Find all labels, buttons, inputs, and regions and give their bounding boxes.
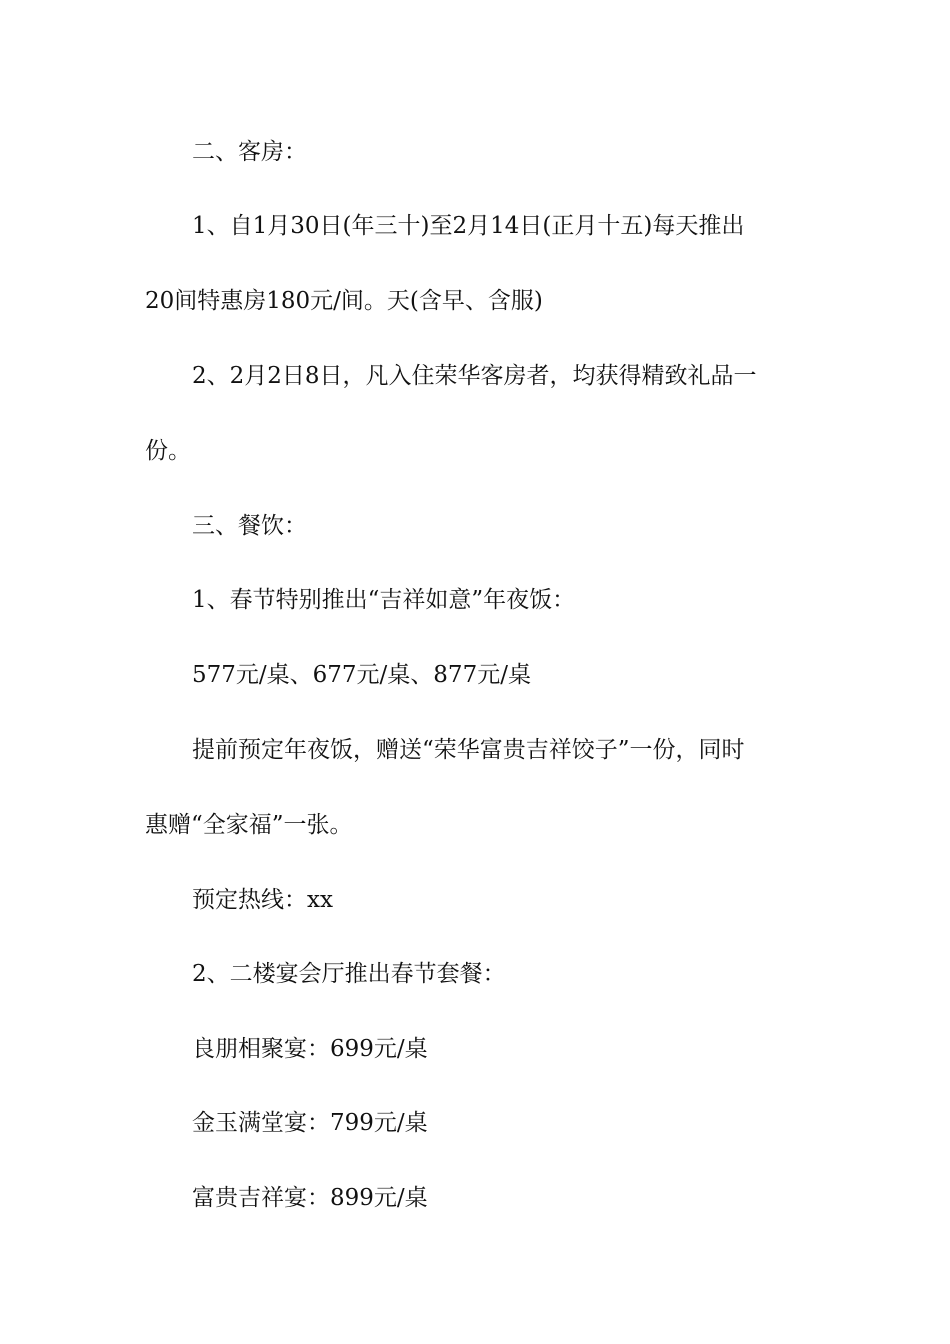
paragraph-line: 577元/桌、677元/桌、877元/桌	[192, 662, 531, 688]
paragraph-line: 2、2月2日8日，凡入住荣华客房者，均获得精致礼品一	[192, 363, 757, 389]
section-heading-rooms: 二、客房：	[192, 139, 307, 165]
paragraph-line: 金玉满堂宴：799元/桌	[192, 1110, 428, 1136]
paragraph-line: 富贵吉祥宴：899元/桌	[192, 1185, 428, 1211]
paragraph-line: 1、春节特别推出“吉祥如意”年夜饭：	[192, 587, 576, 613]
paragraph-line: 良朋相聚宴：699元/桌	[192, 1036, 428, 1062]
paragraph-line: 提前预定年夜饭，赠送“荣华富贵吉祥饺子”一份，同时	[192, 737, 745, 763]
paragraph-line: 惠赠“全家福”一张。	[145, 812, 353, 838]
paragraph-line: 1、自1月30日(年三十)至2月14日(正月十五)每天推出	[192, 213, 745, 239]
paragraph-line: 20间特惠房180元/间。天(含早、含服)	[145, 288, 543, 314]
paragraph-line: 份。	[145, 438, 191, 464]
paragraph-line: 预定热线：xx	[192, 887, 333, 913]
paragraph-line: 2、二楼宴会厅推出春节套餐：	[192, 961, 506, 987]
section-heading-dining: 三、餐饮：	[192, 513, 307, 539]
